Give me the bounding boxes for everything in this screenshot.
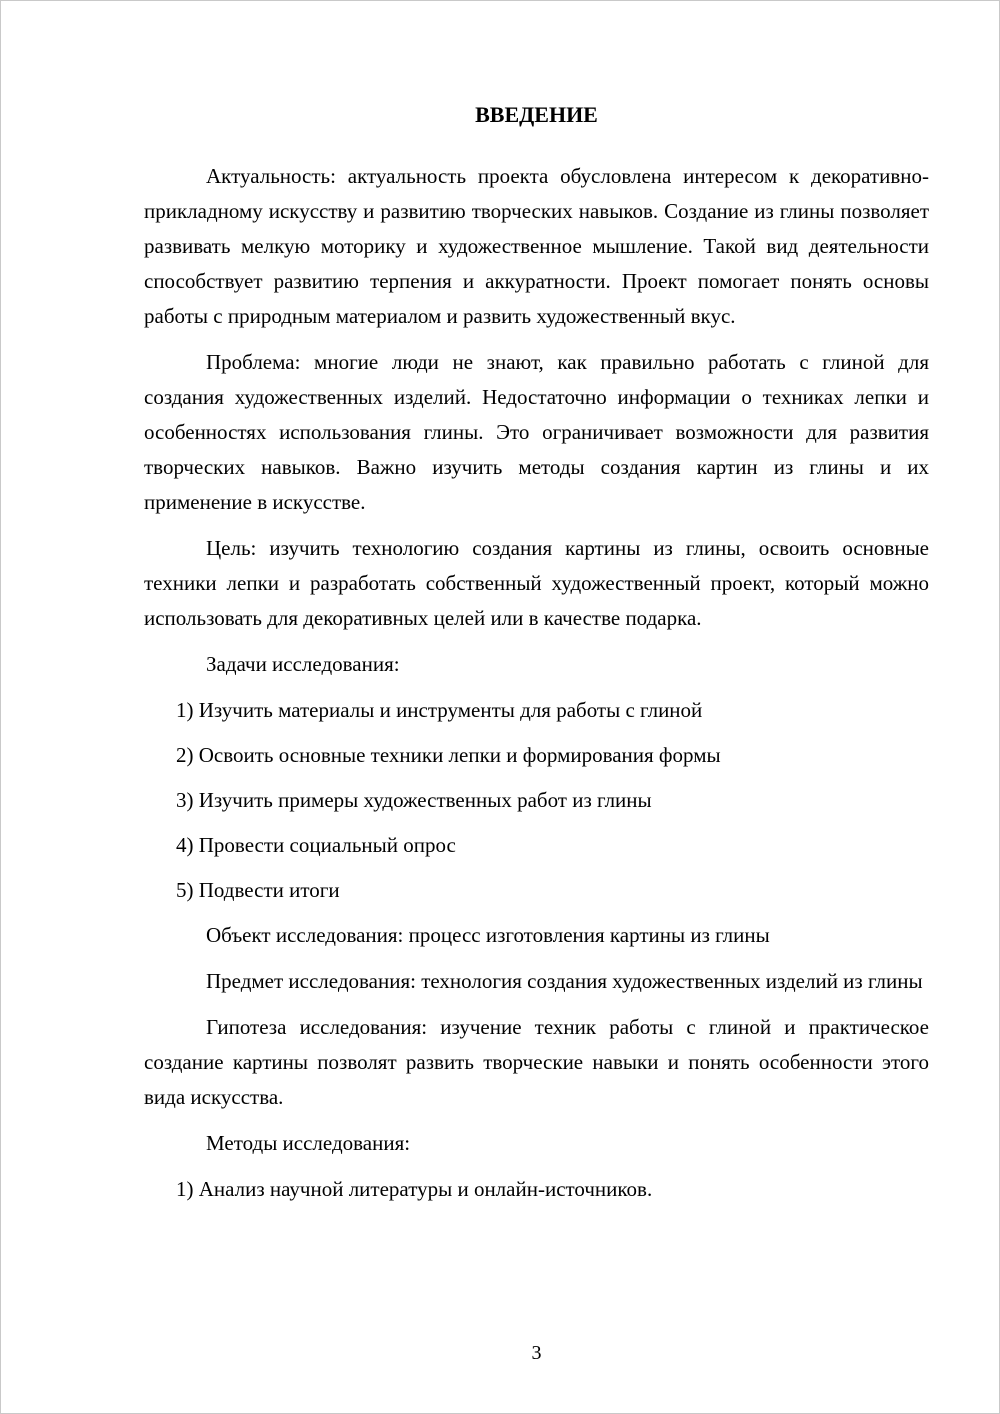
paragraph-aktualnost: Актуальность: актуальность проекта обусловлена интересом к декоративно-прикладному искусству и развитию творческих навыков. Создание из глины позволяет развивать мелкую моторику и художественное мышление. Такой вид деятельности способствует развитию терпения и аккуратности. Проект помогает понять основы работы с природным материалом и развить художественный вкус. (144, 164, 929, 328)
method-list-item (176, 1172, 929, 1207)
task-number: 4) (176, 833, 194, 857)
task-text: Изучить примеры художественных работ из глины (198, 788, 652, 812)
task-list-item (176, 738, 929, 773)
task-text: Освоить основные техники лепки и формирования формы (198, 743, 721, 767)
tasks-heading: Задачи исследования: (206, 652, 400, 676)
paragraph-problema: Проблема: многие люди не знают, как правильно работать с глиной для создания художественных изделий. Недостаточно информации о техниках лепки и особенностях использования глины. Это ограничивает возможности для развития творческих навыков. Важно изучить методы создания картин из глины и их применение в искусстве. (144, 350, 929, 514)
task-list-item (176, 783, 929, 818)
task-list-item (176, 828, 929, 863)
task-number: 3) (176, 788, 194, 812)
task-number: 2) (176, 743, 194, 767)
task-list-item (176, 873, 929, 908)
task-text: Провести социальный опрос (198, 833, 456, 857)
method-text: Анализ научной литературы и онлайн-источников. (198, 1177, 653, 1201)
paragraph-obekt: Объект исследования: процесс изготовления картины из глины (206, 923, 770, 947)
page-title: ВВЕДЕНИЕ (475, 102, 598, 127)
page-number: 3 (531, 1342, 542, 1364)
task-list-item (176, 693, 929, 728)
methods-heading: Методы исследования: (206, 1131, 411, 1155)
paragraph-tsel: Цель: изучить технологию создания картины из глины, освоить основные техники лепки и разработать собственный художественный проект, который можно использовать для декоративных целей или в качестве подарка. (144, 536, 929, 630)
task-text: Изучить материалы и инструменты для работы с глиной (198, 698, 703, 722)
task-number: 5) (176, 878, 194, 902)
task-text: Подвести итоги (198, 878, 340, 902)
method-number: 1) (176, 1177, 194, 1201)
paragraph-gipoteza: Гипотеза исследования: изучение техник работы с глиной и практическое создание картины позволят развить творческие навыки и понять особенности этого вида искусства. (144, 1015, 929, 1109)
task-number: 1) (176, 698, 194, 722)
paragraph-predmet: Предмет исследования: технология создания художественных изделий из глины (206, 969, 923, 993)
